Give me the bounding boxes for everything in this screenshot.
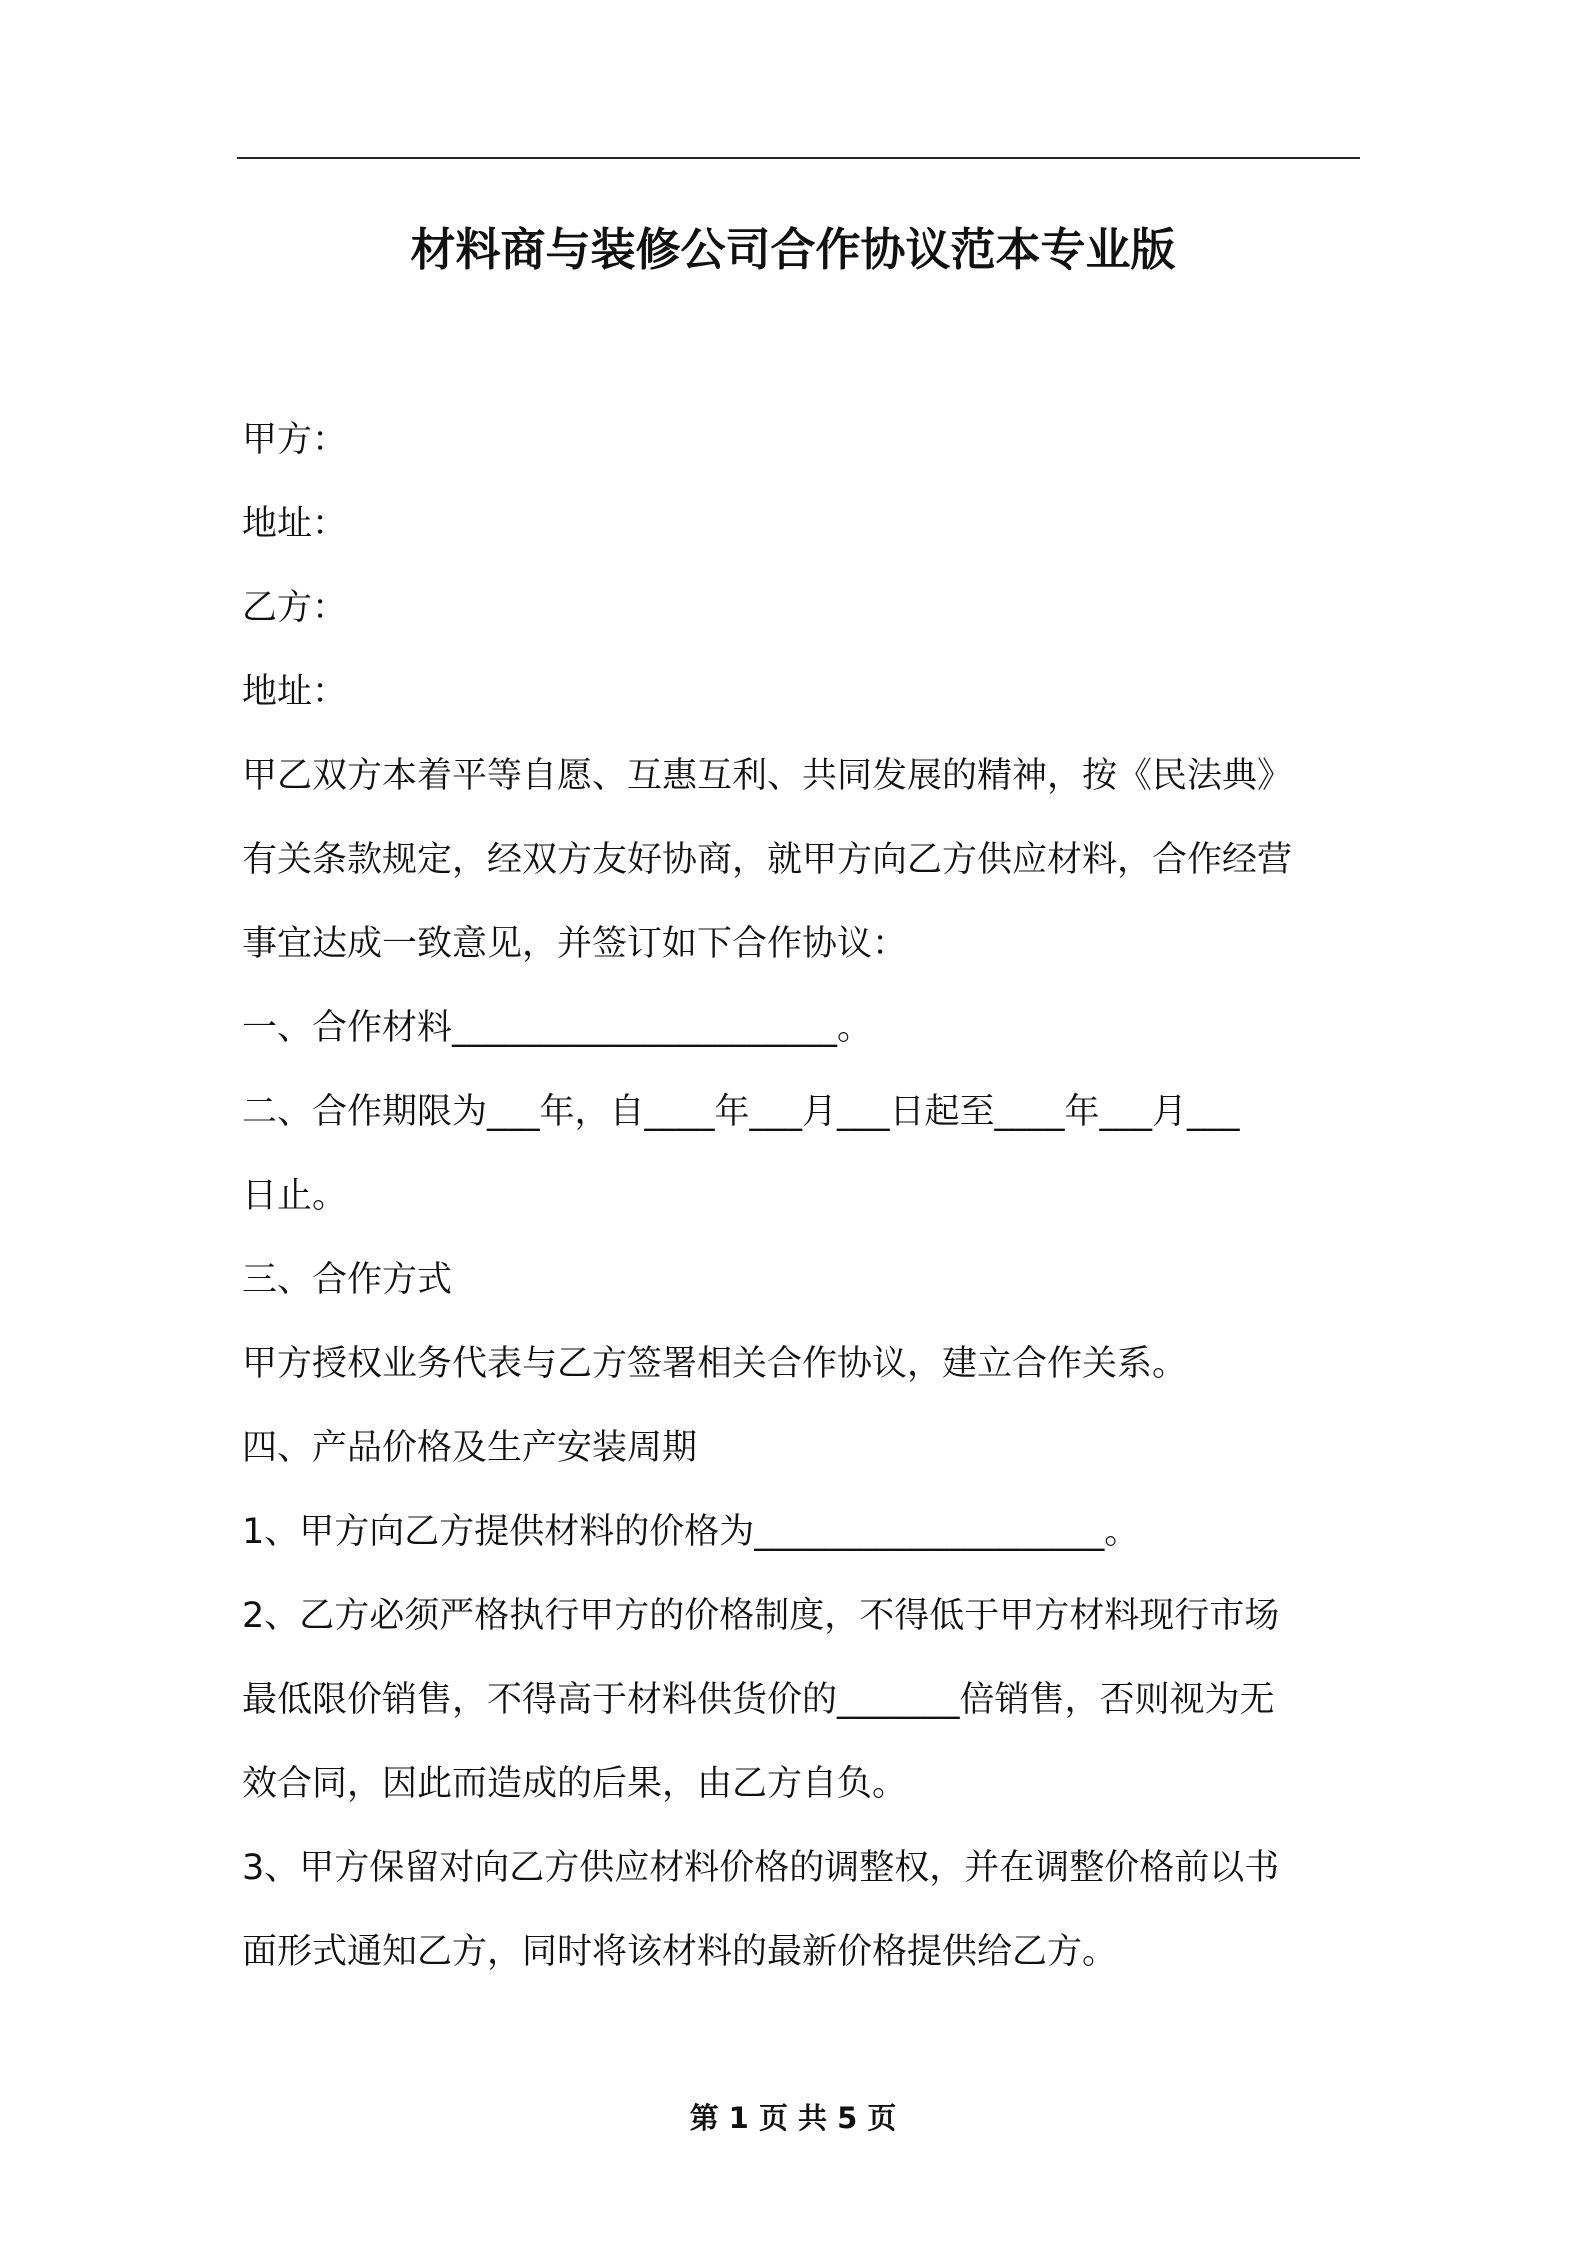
clause-4-item-3-line-2: 面形式通知乙方，同时将该材料的最新价格提供给乙方。 — [242, 1932, 1118, 1972]
clause-2-term-line-1: 二、合作期限为___年，自____年___月___日起至____年___月___ — [242, 1092, 1240, 1132]
party-a-address-label: 地址： — [242, 504, 348, 544]
preamble-line-2: 有关条款规定，经双方友好协商，就甲方向乙方供应材料，合作经营 — [242, 840, 1293, 880]
page-number-footer: 第 1 页 共 5 页 — [689, 2101, 897, 2135]
clause-4-item-2-line-1: 2、乙方必须严格执行甲方的价格制度，不得低于甲方材料现行市场 — [242, 1596, 1280, 1636]
clause-4-heading: 四、产品价格及生产安装周期 — [242, 1428, 698, 1468]
party-a-label: 甲方： — [242, 420, 348, 460]
document-title: 材料商与装修公司合作协议范本专业版 — [410, 223, 1176, 276]
clause-4-item-1: 1、甲方向乙方提供材料的价格为____________________。 — [242, 1512, 1140, 1552]
document-body — [242, 398, 1382, 1994]
party-b-label: 乙方： — [242, 588, 348, 628]
clause-4-item-2-line-3: 效合同，因此而造成的后果，由乙方自负。 — [242, 1764, 908, 1804]
clause-1-materials: 一、合作材料______________________。 — [242, 1008, 873, 1048]
clause-3-text: 甲方授权业务代表与乙方签署相关合作协议，建立合作关系。 — [242, 1344, 1188, 1384]
clause-4-item-3-line-1: 3、甲方保留对向乙方供应材料价格的调整权，并在调整价格前以书 — [242, 1848, 1280, 1888]
preamble-line-3: 事宜达成一致意见，并签订如下合作协议： — [242, 924, 908, 964]
clause-3-heading: 三、合作方式 — [242, 1260, 453, 1300]
preamble-line-1: 甲乙双方本着平等自愿、互惠互利、共同发展的精神，按《民法典》 — [242, 756, 1293, 796]
clause-4-item-2-line-2: 最低限价销售，不得高于材料供货价的_______倍销售，否则视为无 — [242, 1680, 1275, 1720]
clause-2-term-line-2: 日止。 — [242, 1176, 348, 1216]
header-rule — [237, 157, 1360, 159]
party-b-address-label: 地址： — [242, 672, 348, 712]
